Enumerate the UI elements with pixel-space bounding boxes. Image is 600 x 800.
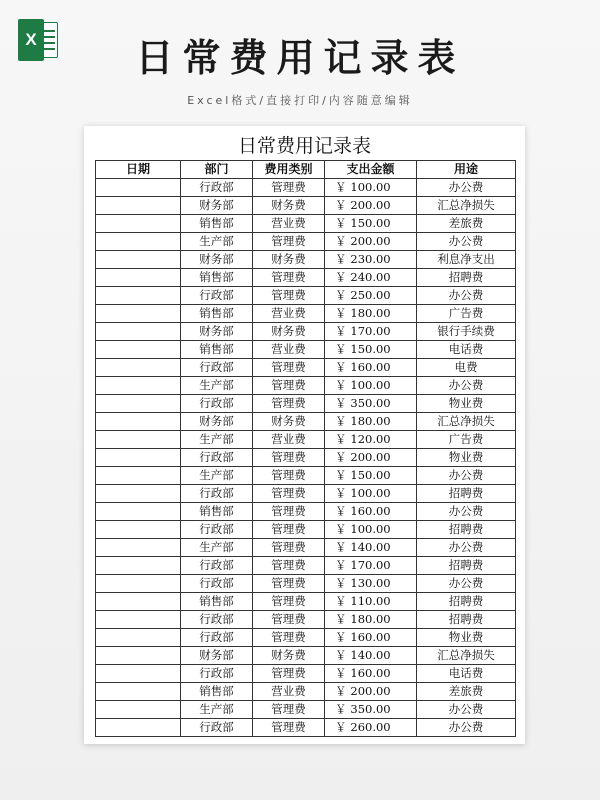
cell-dept: 财务部: [181, 251, 253, 269]
currency-symbol: ￥: [335, 306, 347, 320]
cell-amount: [325, 215, 417, 233]
column-header-dept: 部门: [181, 161, 253, 179]
table-row: [96, 287, 516, 305]
currency-symbol: ￥: [335, 594, 347, 608]
currency-symbol: ￥: [335, 342, 347, 356]
cell-amount: [325, 701, 417, 719]
table-row: [96, 197, 516, 215]
cell-category: 财务费: [253, 323, 325, 341]
table-row: [96, 179, 516, 197]
cell-category: 营业费: [253, 683, 325, 701]
cell-purpose: 差旅费: [417, 215, 516, 233]
column-header-amount: 支出金额: [325, 161, 417, 179]
table-row: [96, 323, 516, 341]
cell-category: 营业费: [253, 431, 325, 449]
cell-dept: 销售部: [181, 683, 253, 701]
cell-purpose: 办公费: [417, 719, 516, 737]
cell-category: 管理费: [253, 395, 325, 413]
amount-value: 150.00: [350, 468, 391, 482]
table-row: [96, 269, 516, 287]
table-row: [96, 503, 516, 521]
currency-symbol: ￥: [335, 522, 347, 536]
cell-dept: 财务部: [181, 413, 253, 431]
cell-dept: 财务部: [181, 323, 253, 341]
currency-symbol: ￥: [335, 576, 347, 590]
table-header-row: [96, 161, 516, 179]
page-title: 日常费用记录表: [135, 36, 465, 80]
cell-amount: [325, 341, 417, 359]
cell-date: [96, 557, 181, 575]
table-row: [96, 413, 516, 431]
cell-dept: 行政部: [181, 575, 253, 593]
cell-dept: 生产部: [181, 701, 253, 719]
cell-amount: [325, 503, 417, 521]
table-row: [96, 395, 516, 413]
table-row: [96, 233, 516, 251]
amount-value: 180.00: [350, 612, 391, 626]
cell-purpose: 差旅费: [417, 683, 516, 701]
amount-value: 230.00: [350, 252, 391, 266]
cell-purpose: 电话费: [417, 665, 516, 683]
amount-value: 240.00: [350, 270, 391, 284]
cell-purpose: 电话费: [417, 341, 516, 359]
cell-purpose: 物业费: [417, 629, 516, 647]
cell-dept: 行政部: [181, 287, 253, 305]
cell-date: [96, 467, 181, 485]
cell-purpose: 招聘费: [417, 269, 516, 287]
amount-value: 200.00: [350, 234, 391, 248]
column-header-category: 费用类别: [253, 161, 325, 179]
cell-purpose: 招聘费: [417, 485, 516, 503]
amount-value: 150.00: [350, 342, 391, 356]
cell-purpose: 物业费: [417, 395, 516, 413]
amount-value: 160.00: [350, 630, 391, 644]
cell-purpose: 办公费: [417, 701, 516, 719]
cell-date: [96, 413, 181, 431]
table-row: [96, 251, 516, 269]
table-row: [96, 305, 516, 323]
amount-value: 100.00: [350, 378, 391, 392]
cell-purpose: 办公费: [417, 539, 516, 557]
currency-symbol: ￥: [335, 288, 347, 302]
cell-category: 管理费: [253, 701, 325, 719]
cell-purpose: 汇总净损失: [417, 197, 516, 215]
cell-date: [96, 377, 181, 395]
cell-category: 营业费: [253, 341, 325, 359]
currency-symbol: ￥: [335, 180, 347, 194]
cell-dept: 财务部: [181, 197, 253, 215]
cell-date: [96, 359, 181, 377]
cell-purpose: 汇总净损失: [417, 413, 516, 431]
currency-symbol: ￥: [335, 486, 347, 500]
cell-dept: 生产部: [181, 431, 253, 449]
currency-symbol: ￥: [335, 720, 347, 734]
cell-category: 营业费: [253, 215, 325, 233]
cell-amount: [325, 431, 417, 449]
cell-dept: 行政部: [181, 449, 253, 467]
cell-purpose: 办公费: [417, 503, 516, 521]
cell-purpose: 广告费: [417, 305, 516, 323]
amount-value: 120.00: [350, 432, 391, 446]
cell-purpose: 办公费: [417, 287, 516, 305]
cell-dept: 行政部: [181, 611, 253, 629]
currency-symbol: ￥: [335, 612, 347, 626]
cell-purpose: 办公费: [417, 467, 516, 485]
cell-date: [96, 683, 181, 701]
amount-value: 160.00: [350, 666, 391, 680]
amount-value: 160.00: [350, 360, 391, 374]
cell-amount: [325, 629, 417, 647]
cell-amount: [325, 539, 417, 557]
currency-symbol: ￥: [335, 558, 347, 572]
amount-value: 350.00: [350, 396, 391, 410]
currency-symbol: ￥: [335, 234, 347, 248]
amount-value: 180.00: [350, 414, 391, 428]
cell-purpose: 广告费: [417, 431, 516, 449]
cell-date: [96, 341, 181, 359]
currency-symbol: ￥: [335, 450, 347, 464]
cell-category: 财务费: [253, 413, 325, 431]
cell-dept: 行政部: [181, 179, 253, 197]
cell-dept: 行政部: [181, 521, 253, 539]
cell-dept: 销售部: [181, 305, 253, 323]
amount-value: 130.00: [350, 576, 391, 590]
currency-symbol: ￥: [335, 198, 347, 212]
amount-value: 100.00: [350, 180, 391, 194]
cell-purpose: 办公费: [417, 179, 516, 197]
cell-date: [96, 539, 181, 557]
amount-value: 200.00: [350, 450, 391, 464]
cell-date: [96, 719, 181, 737]
cell-category: 财务费: [253, 197, 325, 215]
currency-symbol: ￥: [335, 468, 347, 482]
cell-purpose: 办公费: [417, 377, 516, 395]
cell-category: 管理费: [253, 467, 325, 485]
cell-category: 财务费: [253, 251, 325, 269]
cell-dept: 行政部: [181, 557, 253, 575]
column-header-purpose: 用途: [417, 161, 516, 179]
currency-symbol: ￥: [335, 324, 347, 338]
table-row: [96, 467, 516, 485]
currency-symbol: ￥: [335, 648, 347, 662]
cell-date: [96, 215, 181, 233]
cell-purpose: 招聘费: [417, 593, 516, 611]
cell-dept: 销售部: [181, 341, 253, 359]
table-row: [96, 215, 516, 233]
cell-date: [96, 647, 181, 665]
cell-category: 管理费: [253, 665, 325, 683]
cell-date: [96, 179, 181, 197]
cell-amount: [325, 251, 417, 269]
cell-amount: [325, 287, 417, 305]
cell-dept: 生产部: [181, 377, 253, 395]
cell-amount: [325, 611, 417, 629]
cell-amount: [325, 467, 417, 485]
currency-symbol: ￥: [335, 396, 347, 410]
cell-category: 管理费: [253, 575, 325, 593]
cell-date: [96, 251, 181, 269]
cell-category: 管理费: [253, 179, 325, 197]
cell-category: 管理费: [253, 287, 325, 305]
cell-dept: 生产部: [181, 233, 253, 251]
cell-amount: [325, 593, 417, 611]
cell-amount: [325, 647, 417, 665]
amount-value: 200.00: [350, 198, 391, 212]
table-row: [96, 377, 516, 395]
cell-date: [96, 431, 181, 449]
cell-date: [96, 503, 181, 521]
cell-amount: [325, 359, 417, 377]
amount-value: 350.00: [350, 702, 391, 716]
currency-symbol: ￥: [335, 666, 347, 680]
currency-symbol: ￥: [335, 378, 347, 392]
table-row: [96, 719, 516, 737]
currency-symbol: ￥: [335, 630, 347, 644]
table-row: [96, 449, 516, 467]
cell-purpose: 汇总净损失: [417, 647, 516, 665]
cell-date: [96, 611, 181, 629]
amount-value: 100.00: [350, 522, 391, 536]
amount-value: 260.00: [350, 720, 391, 734]
cell-date: [96, 305, 181, 323]
cell-purpose: 办公费: [417, 233, 516, 251]
table-row: [96, 611, 516, 629]
cell-amount: [325, 719, 417, 737]
cell-amount: [325, 179, 417, 197]
amount-value: 160.00: [350, 504, 391, 518]
cell-date: [96, 395, 181, 413]
currency-symbol: ￥: [335, 270, 347, 284]
cell-amount: [325, 521, 417, 539]
amount-value: 180.00: [350, 306, 391, 320]
cell-date: [96, 323, 181, 341]
cell-amount: [325, 575, 417, 593]
cell-amount: [325, 269, 417, 287]
cell-date: [96, 629, 181, 647]
cell-category: 营业费: [253, 305, 325, 323]
expense-table: [95, 160, 516, 737]
currency-symbol: ￥: [335, 414, 347, 428]
amount-value: 100.00: [350, 486, 391, 500]
cell-date: [96, 233, 181, 251]
cell-purpose: 电费: [417, 359, 516, 377]
cell-amount: [325, 305, 417, 323]
currency-symbol: ￥: [335, 216, 347, 230]
cell-date: [96, 701, 181, 719]
cell-amount: [325, 485, 417, 503]
cell-category: 管理费: [253, 377, 325, 395]
table-row: [96, 539, 516, 557]
cell-amount: [325, 557, 417, 575]
amount-value: 150.00: [350, 216, 391, 230]
table-row: [96, 359, 516, 377]
amount-value: 140.00: [350, 648, 391, 662]
cell-purpose: 招聘费: [417, 557, 516, 575]
cell-date: [96, 449, 181, 467]
cell-category: 管理费: [253, 557, 325, 575]
cell-amount: [325, 395, 417, 413]
column-header-date: 日期: [96, 161, 181, 179]
table-row: [96, 521, 516, 539]
cell-category: 管理费: [253, 503, 325, 521]
cell-amount: [325, 233, 417, 251]
cell-category: 管理费: [253, 629, 325, 647]
cell-date: [96, 485, 181, 503]
cell-date: [96, 269, 181, 287]
amount-value: 170.00: [350, 324, 391, 338]
cell-amount: [325, 197, 417, 215]
currency-symbol: ￥: [335, 684, 347, 698]
cell-date: [96, 593, 181, 611]
table-row: [96, 647, 516, 665]
table-row: [96, 665, 516, 683]
amount-value: 140.00: [350, 540, 391, 554]
cell-amount: [325, 413, 417, 431]
cell-amount: [325, 377, 417, 395]
table-row: [96, 575, 516, 593]
table-body: [96, 179, 516, 737]
amount-value: 110.00: [350, 594, 391, 608]
sheet-title: 日常费用记录表: [237, 135, 371, 157]
cell-date: [96, 287, 181, 305]
table-row: [96, 629, 516, 647]
cell-purpose: 利息净支出: [417, 251, 516, 269]
currency-symbol: ￥: [335, 432, 347, 446]
table-row: [96, 593, 516, 611]
cell-purpose: 物业费: [417, 449, 516, 467]
currency-symbol: ￥: [335, 504, 347, 518]
table-row: [96, 683, 516, 701]
amount-value: 200.00: [350, 684, 391, 698]
cell-dept: 行政部: [181, 485, 253, 503]
cell-category: 管理费: [253, 521, 325, 539]
table-row: [96, 431, 516, 449]
currency-symbol: ￥: [335, 702, 347, 716]
excel-badge: X: [18, 19, 44, 61]
cell-category: 管理费: [253, 269, 325, 287]
document-sheet: [84, 126, 525, 744]
cell-date: [96, 575, 181, 593]
cell-category: 管理费: [253, 485, 325, 503]
cell-amount: [325, 683, 417, 701]
cell-purpose: 办公费: [417, 575, 516, 593]
cell-category: 管理费: [253, 233, 325, 251]
cell-date: [96, 521, 181, 539]
cell-dept: 行政部: [181, 719, 253, 737]
cell-category: 管理费: [253, 539, 325, 557]
cell-purpose: 招聘费: [417, 521, 516, 539]
cell-dept: 销售部: [181, 593, 253, 611]
cell-date: [96, 197, 181, 215]
table-row: [96, 701, 516, 719]
cell-category: 管理费: [253, 449, 325, 467]
cell-amount: [325, 323, 417, 341]
cell-category: 管理费: [253, 611, 325, 629]
table-row: [96, 341, 516, 359]
cell-dept: 销售部: [181, 269, 253, 287]
cell-purpose: 招聘费: [417, 611, 516, 629]
currency-symbol: ￥: [335, 540, 347, 554]
page-subtitle: Excel格式/直接打印/内容随意编辑: [187, 94, 413, 107]
cell-dept: 行政部: [181, 665, 253, 683]
cell-dept: 销售部: [181, 503, 253, 521]
cell-date: [96, 665, 181, 683]
cell-dept: 生产部: [181, 539, 253, 557]
cell-dept: 行政部: [181, 395, 253, 413]
cell-category: 管理费: [253, 359, 325, 377]
amount-value: 170.00: [350, 558, 391, 572]
table-row: [96, 485, 516, 503]
cell-dept: 销售部: [181, 215, 253, 233]
currency-symbol: ￥: [335, 360, 347, 374]
cell-amount: [325, 665, 417, 683]
table-row: [96, 557, 516, 575]
cell-category: 财务费: [253, 647, 325, 665]
currency-symbol: ￥: [335, 252, 347, 266]
cell-amount: [325, 449, 417, 467]
amount-value: 250.00: [350, 288, 391, 302]
cell-dept: 财务部: [181, 647, 253, 665]
cell-dept: 行政部: [181, 359, 253, 377]
cell-dept: 生产部: [181, 467, 253, 485]
cell-category: 管理费: [253, 593, 325, 611]
cell-purpose: 银行手续费: [417, 323, 516, 341]
cell-category: 管理费: [253, 719, 325, 737]
cell-dept: 行政部: [181, 629, 253, 647]
